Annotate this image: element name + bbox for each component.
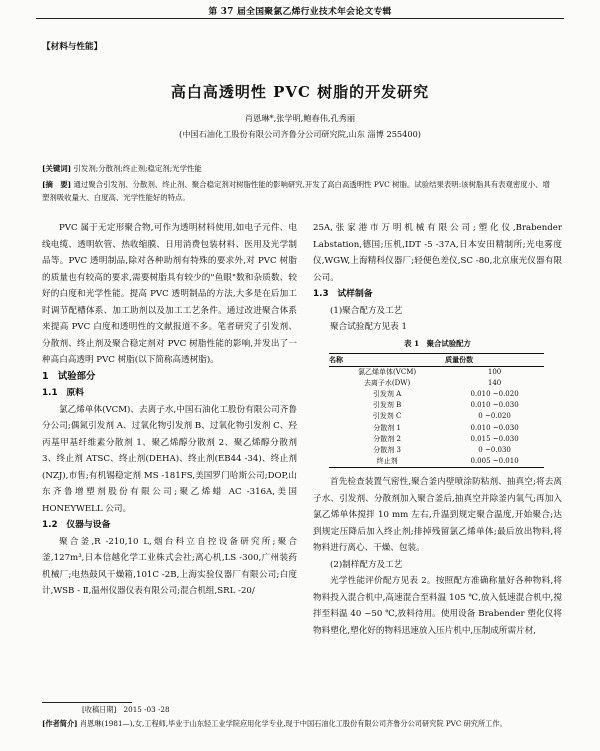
intro-paragraph: PVC 属于无定形聚合物,可作为透明材料使用,如电子元件、电线电缆、透明软管、热收缩膜、日用消费包装材料、医用及光学制品等。PVC 透明制品,除对各种助剂有特殊的要求外,对 PVC 树脂的质量也有较高的要求,需要树脂具有较少的"鱼眼"数和杂质数、较好的白度和光学性能。提高 PVC 透明制品的方法,大多是在后加工时调节配槽体系、加工助剂以及加工工艺条件。通过改进聚合体系来提高 PVC 白度和透明性的文献报道不多。笔者研究了引发剂、分散剂、终止剂及聚合稳定剂对 PVC 树脂性能的影响,并发出了一种高白高透明 PVC 树脂(以下简称高透树脂)。 (42, 223, 297, 365)
subsubsection-heading-sample: (2)制样配方及工艺 (330, 559, 403, 570)
paper-title: 高白高透明性 PVC 树脂的开发研究 (170, 83, 430, 101)
author-bio (42, 718, 560, 730)
table-cell-name: 分散剂 3 (373, 445, 401, 454)
recipe-reference: 聚合试验配方见表 1 (330, 322, 407, 332)
abstract (42, 178, 557, 204)
process-paragraph: 首先检查装置气密性,聚合釜内壁喷涂防粘剂、抽真空;将去离子水、引发剂、分散剂加入聚合釜后,抽真空并除釜内氧气;再加入氯乙烯单体搅拌 10 mm 左右,升温到规定聚合温度,开始聚合;达到规定压降后加入终止剂;排掉残留氯乙烯单体;最后放出物料,将物料进行离心、干燥、包装。 (313, 477, 562, 554)
header-rule (36, 18, 564, 19)
table-cell-parts: 0.005 ~0.010 (445, 456, 544, 468)
table-row (329, 366, 544, 378)
table-row (329, 434, 544, 445)
section-heading-experimental: 1 试验部分 (42, 370, 96, 382)
author-bio-label: [作者简介] (42, 719, 78, 728)
table-cell-name: 引发剂 B (372, 401, 402, 410)
table-row (329, 456, 544, 468)
footnote-rule (42, 702, 132, 703)
table-cell-parts: 0.010 ~0.020 (470, 389, 519, 398)
table-cell-parts: 100 (487, 367, 502, 376)
subsection-heading-materials: 1.1 原料 (42, 388, 84, 398)
table-row (329, 445, 544, 456)
table-row (329, 400, 544, 411)
table-cell-name: 分散剂 1 (373, 423, 401, 432)
table-cell-parts: 0.010 ~0.030 (470, 423, 519, 432)
sample-prep-paragraph: 光学性能评价配方见表 2。按照配方准确称量好各种物料,将物料投入混合机中,高速混合至料温 105 ℃,放入低速混合机中,搅拌至料温 40 ~50 ℃,放料待用。使用设备 Brabender 塑化仪将物料塑化,塑化好的物料迅速放入压片机中,压制成所需片材, (313, 576, 562, 636)
table-row (329, 411, 544, 422)
table-cell-name: 去离子水(DW) (363, 378, 411, 387)
right-column (313, 220, 562, 639)
abstract-text: 通过聚合引发剂、分散剂、终止剂、聚合稳定剂对树脂性能的影响研究,开发了高白高透明性 PVC 树脂。试验结果表明:该树脂具有表观密度小、增塑剂吸收量大、白度高、光学性能好的特点。 (42, 180, 550, 202)
table-header-parts: 质量份数 (445, 353, 544, 366)
table-cell-parts: 0.015 ~0.030 (470, 434, 519, 443)
recipe-table (329, 353, 544, 469)
table-cell-parts: 0 ~0.020 (478, 412, 511, 421)
recipe-table-body (329, 366, 544, 468)
table-cell-parts: 140 (487, 378, 502, 387)
table-row (329, 389, 544, 400)
left-column (42, 220, 297, 600)
table-cell-parts: 0.010 ~0.030 (470, 401, 519, 410)
keywords (42, 162, 557, 175)
table-cell-name: 终止剂 (329, 456, 445, 468)
table-cell-name: 引发剂 C (372, 412, 402, 421)
subsection-heading-equipment: 1.2 仪器与设备 (42, 520, 111, 530)
table-caption: 表 1 聚合试验配方 (404, 338, 471, 348)
table-cell-parts: 0 ~0.030 (478, 445, 511, 454)
equipment-paragraph-cont: 25A,张家港市万明机械有限公司;塑化仪,Brabender Labstation,德国;压机,IDT -5 -37A,日本安田精制所;光电雾度仪,WGW,上海精科仪器厂;轻便色差仪,SC -80,北京康光仪器有限公司。 (313, 223, 562, 283)
materials-paragraph: 氯乙烯单体(VCM)、去离子水,中国石油化工股份有限公司齐鲁分公司;偶氮引发剂 A、过氧化物引发剂 B、过氧化物引发剂 C、羟丙基甲基纤维素分散剂 1、聚乙烯醇分散剂 2、聚乙烯醇分散剂 3、终止剂 ATSC、终止剂(DEHA)、终止剂(EB44 -34)、终止剂(NZJ),市售;有机锡稳定剂 MS -181FS,美国罗门哈斯公司;DOP,山东齐鲁增塑剂股份有限公司;聚乙烯蜡 AC -316A,美国 HONEYWELL 公司。 (42, 404, 297, 514)
equipment-paragraph: 聚合釜,R -210,10 L,烟台科立自控设备研究所;聚合釜,127m³,日本信越化学工业株式会社;离心机,LS -300,广州装药机械厂;电热鼓风干燥箱,101C -2B,上海实验仪器厂有限公司;白度计,WSB - Ⅱ,温州仪器仪表有限公司;混合机组,SRL -20/ (42, 536, 297, 596)
running-header: 第 37 届全国聚氯乙烯行业技术年会论文专辑 (208, 7, 392, 17)
table-row (329, 423, 544, 434)
affiliation: (中国石油化工股份有限公司齐鲁分公司研究院,山东 淄博 255400) (179, 129, 421, 139)
section-tag: 【材料与性能】 (42, 42, 103, 52)
table-header-name: 名称 (329, 353, 445, 366)
subsubsection-heading-recipe: (1)聚合配方及工艺 (330, 305, 403, 316)
keywords-text: 引发剂;分散剂;终止剂;稳定剂;光学性能 (73, 164, 202, 173)
keywords-label: [关键词] (42, 164, 72, 173)
table-cell-name: 引发剂 A (372, 389, 402, 398)
table-cell-name: 氯乙烯单体(VCM) (358, 367, 417, 376)
abstract-label: [摘 要] (42, 180, 72, 189)
author-list: 肖恩琳*,张学明,鲍春伟,孔秀丽 (244, 113, 356, 123)
table-row (329, 378, 544, 389)
subsection-heading-sample-prep: 1.3 试样制备 (313, 289, 373, 299)
author-bio-text: 肖恩琳(1981—),女,工程师,毕业于山东轻工业学院应用化学专业,现于中国石油化工股份有限公司齐鲁分公司研究院 PVC 研究所工作。 (79, 719, 507, 728)
received-date: [收稿日期] 2015 -03 -28 (82, 705, 170, 714)
table-cell-name: 分散剂 2 (373, 434, 401, 443)
